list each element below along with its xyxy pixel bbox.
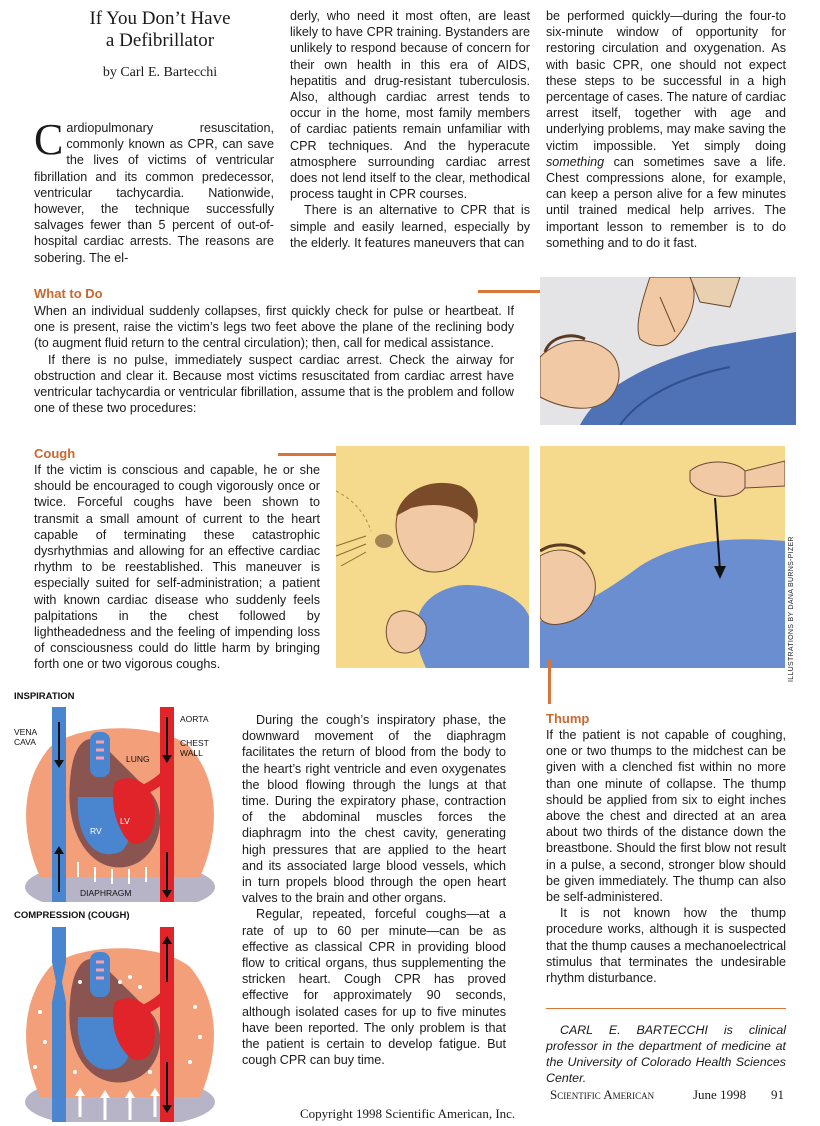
vena-cava-shape	[52, 927, 66, 1122]
intro-text-1: ardiopulmonary resuscitation, commonly known as CPR, can save the lives of victims of ventricular fibrillation and its common predecessor, ventricular tachycardia. Nationwide, however, the technique successfully salvages fewer than 5 percent of out-of-hospital cardiac arrests. The reasons are sobering. The el-	[34, 121, 274, 265]
inspiration-title: INSPIRATION	[14, 691, 75, 702]
label-diaphragm: DIAPHRAGM	[80, 888, 132, 898]
coughing-man-illustration	[336, 446, 529, 668]
label-vena-cava-line-1: VENA	[14, 727, 38, 737]
thump-p2: It is not known how the thump procedure works, although it is suspected that the thump causes a mechanoelectrical stimulus that terminates the undesirable rhythm disturbance.	[546, 906, 786, 986]
footer-magazine: Scientific American	[550, 1087, 655, 1102]
label-vena-cava	[14, 727, 37, 747]
drop-cap: C	[34, 115, 64, 164]
author-divider	[546, 1008, 786, 1009]
what-to-do-p2: If there is no pulse, immediately suspect cardiac arrest. Check the airway for obstruction and clear it. Because most victims resuscitated from cardiac arrest have ventricular tachycardia or ventricular fibrillation, assume that is the problem and follow one of these two procedures:	[34, 352, 514, 416]
label-chest-wall-line-2: WALL	[180, 748, 203, 758]
intro-column-3	[546, 8, 786, 251]
cough-text	[34, 462, 320, 673]
coughing-man-drawing	[336, 446, 529, 668]
compression-title: COMPRESSION (COUGH)	[14, 910, 130, 921]
title-line-1: If You Don’t Have	[89, 8, 231, 29]
thump-heading: Thump	[546, 711, 590, 726]
label-vena-cava-line-2: CAVA	[14, 737, 36, 747]
thump-drawing	[540, 446, 785, 668]
thump-rule	[548, 660, 551, 704]
thump-text	[546, 727, 786, 986]
intro-column-2	[290, 8, 530, 251]
cough-continued-text	[242, 712, 506, 1068]
footer-page-number: 91	[771, 1087, 784, 1102]
label-lung: LUNG	[126, 754, 150, 764]
label-rv: RV	[90, 826, 102, 836]
intro-text-3b: can sometimes save a life. Chest compressions alone, for example, can keep a person alive for a few minutes until trained medical help arrives. The important lesson to remember is to do something and to do it fast.	[546, 154, 786, 250]
intro-text-2b: There is an alternative to CPR that is simple and easily learned, especially by the elderly. It features maneuvers that can	[290, 203, 530, 250]
what-to-do-text	[34, 303, 514, 416]
intro-column-1	[34, 115, 274, 266]
pulmonary-artery-shape	[90, 732, 110, 777]
thump-p1: If the patient is not capable of coughing, one or two thumps to the midchest can be given with a clenched fist within no more than one minute of collapse. The thump should be applied from six to eight inches above the chest and directed at an area about two thirds of the distance down the breastbone. Should the first blow not result in a pulse, a second, stronger blow should be given immediately. The thump can also be self-administered.	[546, 728, 786, 905]
intro-text-3a: be performed quickly—during the four-to six-minute window of opportunity for restoring circulation and oxygenation. As with basic CPR, one should not expect these steps to be successful in a high percentage of cases. The nature of cardiac arrest itself, together with age and underlying problems, may make saving the victim impossible. Yet simply doing	[546, 9, 786, 153]
inspiration-drawing	[10, 702, 230, 902]
fist-shape	[386, 611, 426, 653]
footer-date: June 1998	[693, 1087, 747, 1102]
footer-copyright: Copyright 1998 Scientific American, Inc.	[300, 1106, 516, 1121]
label-chest-wall	[180, 738, 209, 758]
compression-drawing	[10, 922, 230, 1122]
face-shape	[540, 341, 619, 409]
cough-puff-shape	[375, 534, 393, 548]
thump-illustration	[540, 446, 785, 668]
title-line-2: a Defibrillator	[105, 30, 215, 51]
cough-p3: Regular, repeated, forceful coughs—at a rate of up to 60 per minute—can be as effective as classical CPR in providing blood flow to critical organs, thus supplementing the stricken heart. Cough CPR has proved effective for approximately 90 seconds, although isolated cases for up to five minutes have been reported. The only problem is that the patient is certain to develop fatigue. But cough CPR can buy time.	[242, 907, 506, 1068]
byline: by Carl E. Bartecchi	[102, 65, 218, 80]
label-lv: LV	[120, 816, 130, 826]
inspiration-diagram	[10, 702, 230, 902]
author-note: CARL E. BARTECCHI is clinical professor in the department of medicine at the University of Colorado Health Sciences Center.	[546, 1023, 786, 1085]
pulse-check-drawing	[540, 277, 796, 425]
cough-p1: If the victim is conscious and capable, he or she should be encouraged to cough vigorously once or twice. Forceful coughs have been shown to transmit a small amount of current to the heart capable of terminating these catastrophic dysrhythmias and allowing for an effective cardiac rhythm to be reestablished. This maneuver is especially suited for self-administration; a patient with known cardiac disease who suddenly feels palpitations in the chest followed by lightheadedness and the feeling of impending loss of consciousness could do little harm by bringing forth one or two vigorous coughs.	[34, 463, 320, 672]
article-title	[40, 8, 280, 52]
what-to-do-heading: What to Do	[34, 286, 103, 301]
intro-text-2a: derly, who need it most often, are least likely to have CPR training. Bystanders are unlikely to respond because of concern for their own health in this era of AIDS, hepatitis and drug-resistant tuberculosis. Also, although cardiac arrest tends to occur in the home, most family members of cardiac patients remain unfamiliar with CPR techniques. And the hyperacute atmosphere surrounding cardiac arrest does not lend itself to the clear, methodical process taught in CPR courses.	[290, 9, 530, 202]
pulse-check-illustration	[540, 277, 796, 425]
compression-diagram	[10, 922, 230, 1122]
illustration-credit: ILLUSTRATIONS BY DANA BURNS-PIZER	[788, 536, 795, 682]
cough-heading: Cough	[34, 446, 76, 461]
label-aorta: AORTA	[180, 714, 209, 724]
what-to-do-p1: When an individual suddenly collapses, first quickly check for pulse or heartbeat. If one is present, raise the victim’s legs two feet above the plane of the reclining body (to augment fluid return to the central circulation); then, call for medical assistance.	[34, 304, 514, 351]
pulmonary-artery-shape	[90, 952, 110, 997]
label-chest-wall-line-1: CHEST	[180, 738, 209, 748]
cough-p2: During the cough’s inspiratory phase, the downward movement of the diaphragm facilitates the return of blood from the body to the heart’s right ventricle and even oxygenates the blood flowing through the lungs at that time. During the expiratory phase, contraction of the abdominal muscles forces the diaphragm into the chest cavity, generating high pressures that are applied to the heart and its associated large blood vessels, which in turn propels blood through the open heart valves to the brain and other organs.	[242, 713, 506, 906]
intro-text-3-emphasis: something	[546, 154, 605, 169]
